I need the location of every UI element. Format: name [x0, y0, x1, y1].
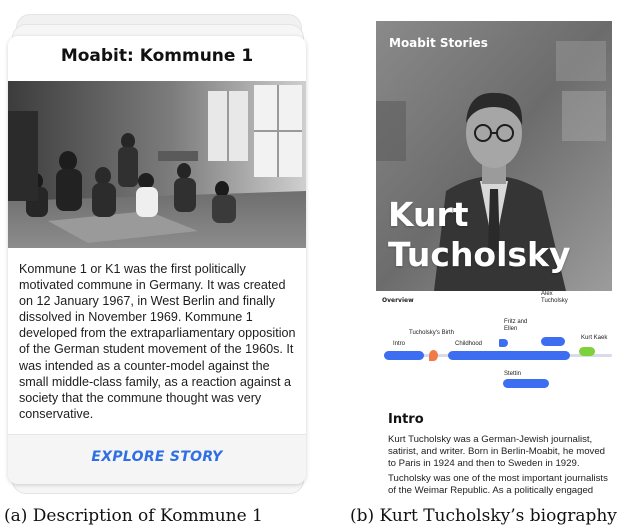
- timeline-label-kurt: Kurt Kaek: [581, 335, 608, 341]
- intro-title: Intro: [388, 412, 424, 427]
- hero-label: Moabit Stories: [389, 36, 488, 50]
- intro-text: [388, 434, 612, 496]
- timeline-label-intro: Intro: [393, 341, 406, 347]
- hero-name-line2: Tucholsky: [388, 235, 571, 274]
- timeline-bar-childhood[interactable]: [448, 351, 570, 360]
- card-footer: [8, 435, 306, 484]
- hero-name-line1: Kurt: [388, 195, 469, 234]
- timeline-label-childhood: Childhood: [455, 341, 483, 347]
- biography-hero: [376, 21, 612, 291]
- card-title: Moabit: Kommune 1: [60, 46, 254, 66]
- timeline-bar-kurt[interactable]: [579, 347, 595, 356]
- timeline-label-fritz: Fritz and: [504, 319, 528, 325]
- timeline-bar-fritz[interactable]: [499, 339, 508, 347]
- intro-paragraph-1: Kurt Tucholsky was a German-Jewish journalist, satirist, and writer. Born in Berlin-Moabit, he moved to Paris in 1924 and then to Sweden in 1929.: [388, 434, 606, 469]
- card-description: Kommune 1 or K1 was the first politically motivated commune in Germany. It was created on 12 January 1967, in West Berlin and finally dissolved in November 1969. Kommune 1 developed from the extraparliamentary opposition of the German student movement of the 1960s. It was intended as a counter-model against the small middle-class family, as a reaction against a society that the commune thought was very conservative.: [19, 262, 296, 421]
- timeline-bar-alex[interactable]: [541, 337, 565, 346]
- timeline-label-birth: Tucholsky's Birth: [409, 330, 454, 336]
- timeline-bar-stettin[interactable]: [503, 379, 549, 388]
- caption-b: (b) Kurt Tucholsky’s biography: [350, 506, 617, 526]
- explore-story-button[interactable]: EXPLORE STORY: [91, 449, 223, 465]
- timeline-label-ellen: Ellen: [504, 326, 518, 332]
- timeline-label-alex: Alex: [541, 291, 553, 297]
- hero-name: [388, 195, 612, 275]
- story-card: [8, 36, 306, 484]
- commune-group-photo-icon: [8, 81, 306, 248]
- caption-a: (a) Description of Kommune 1: [4, 506, 263, 526]
- timeline-label-alex-2: Tucholsky: [541, 298, 568, 304]
- overview-label: Overview: [382, 297, 414, 304]
- timeline-label-stettin: Stettin: [504, 371, 522, 377]
- birth-marker-icon[interactable]: [429, 350, 438, 361]
- timeline-bar-intro[interactable]: [384, 351, 424, 360]
- intro-paragraph-2: Tucholsky was one of the most important journalists of the Weimar Republic. As a politically engaged: [388, 473, 608, 496]
